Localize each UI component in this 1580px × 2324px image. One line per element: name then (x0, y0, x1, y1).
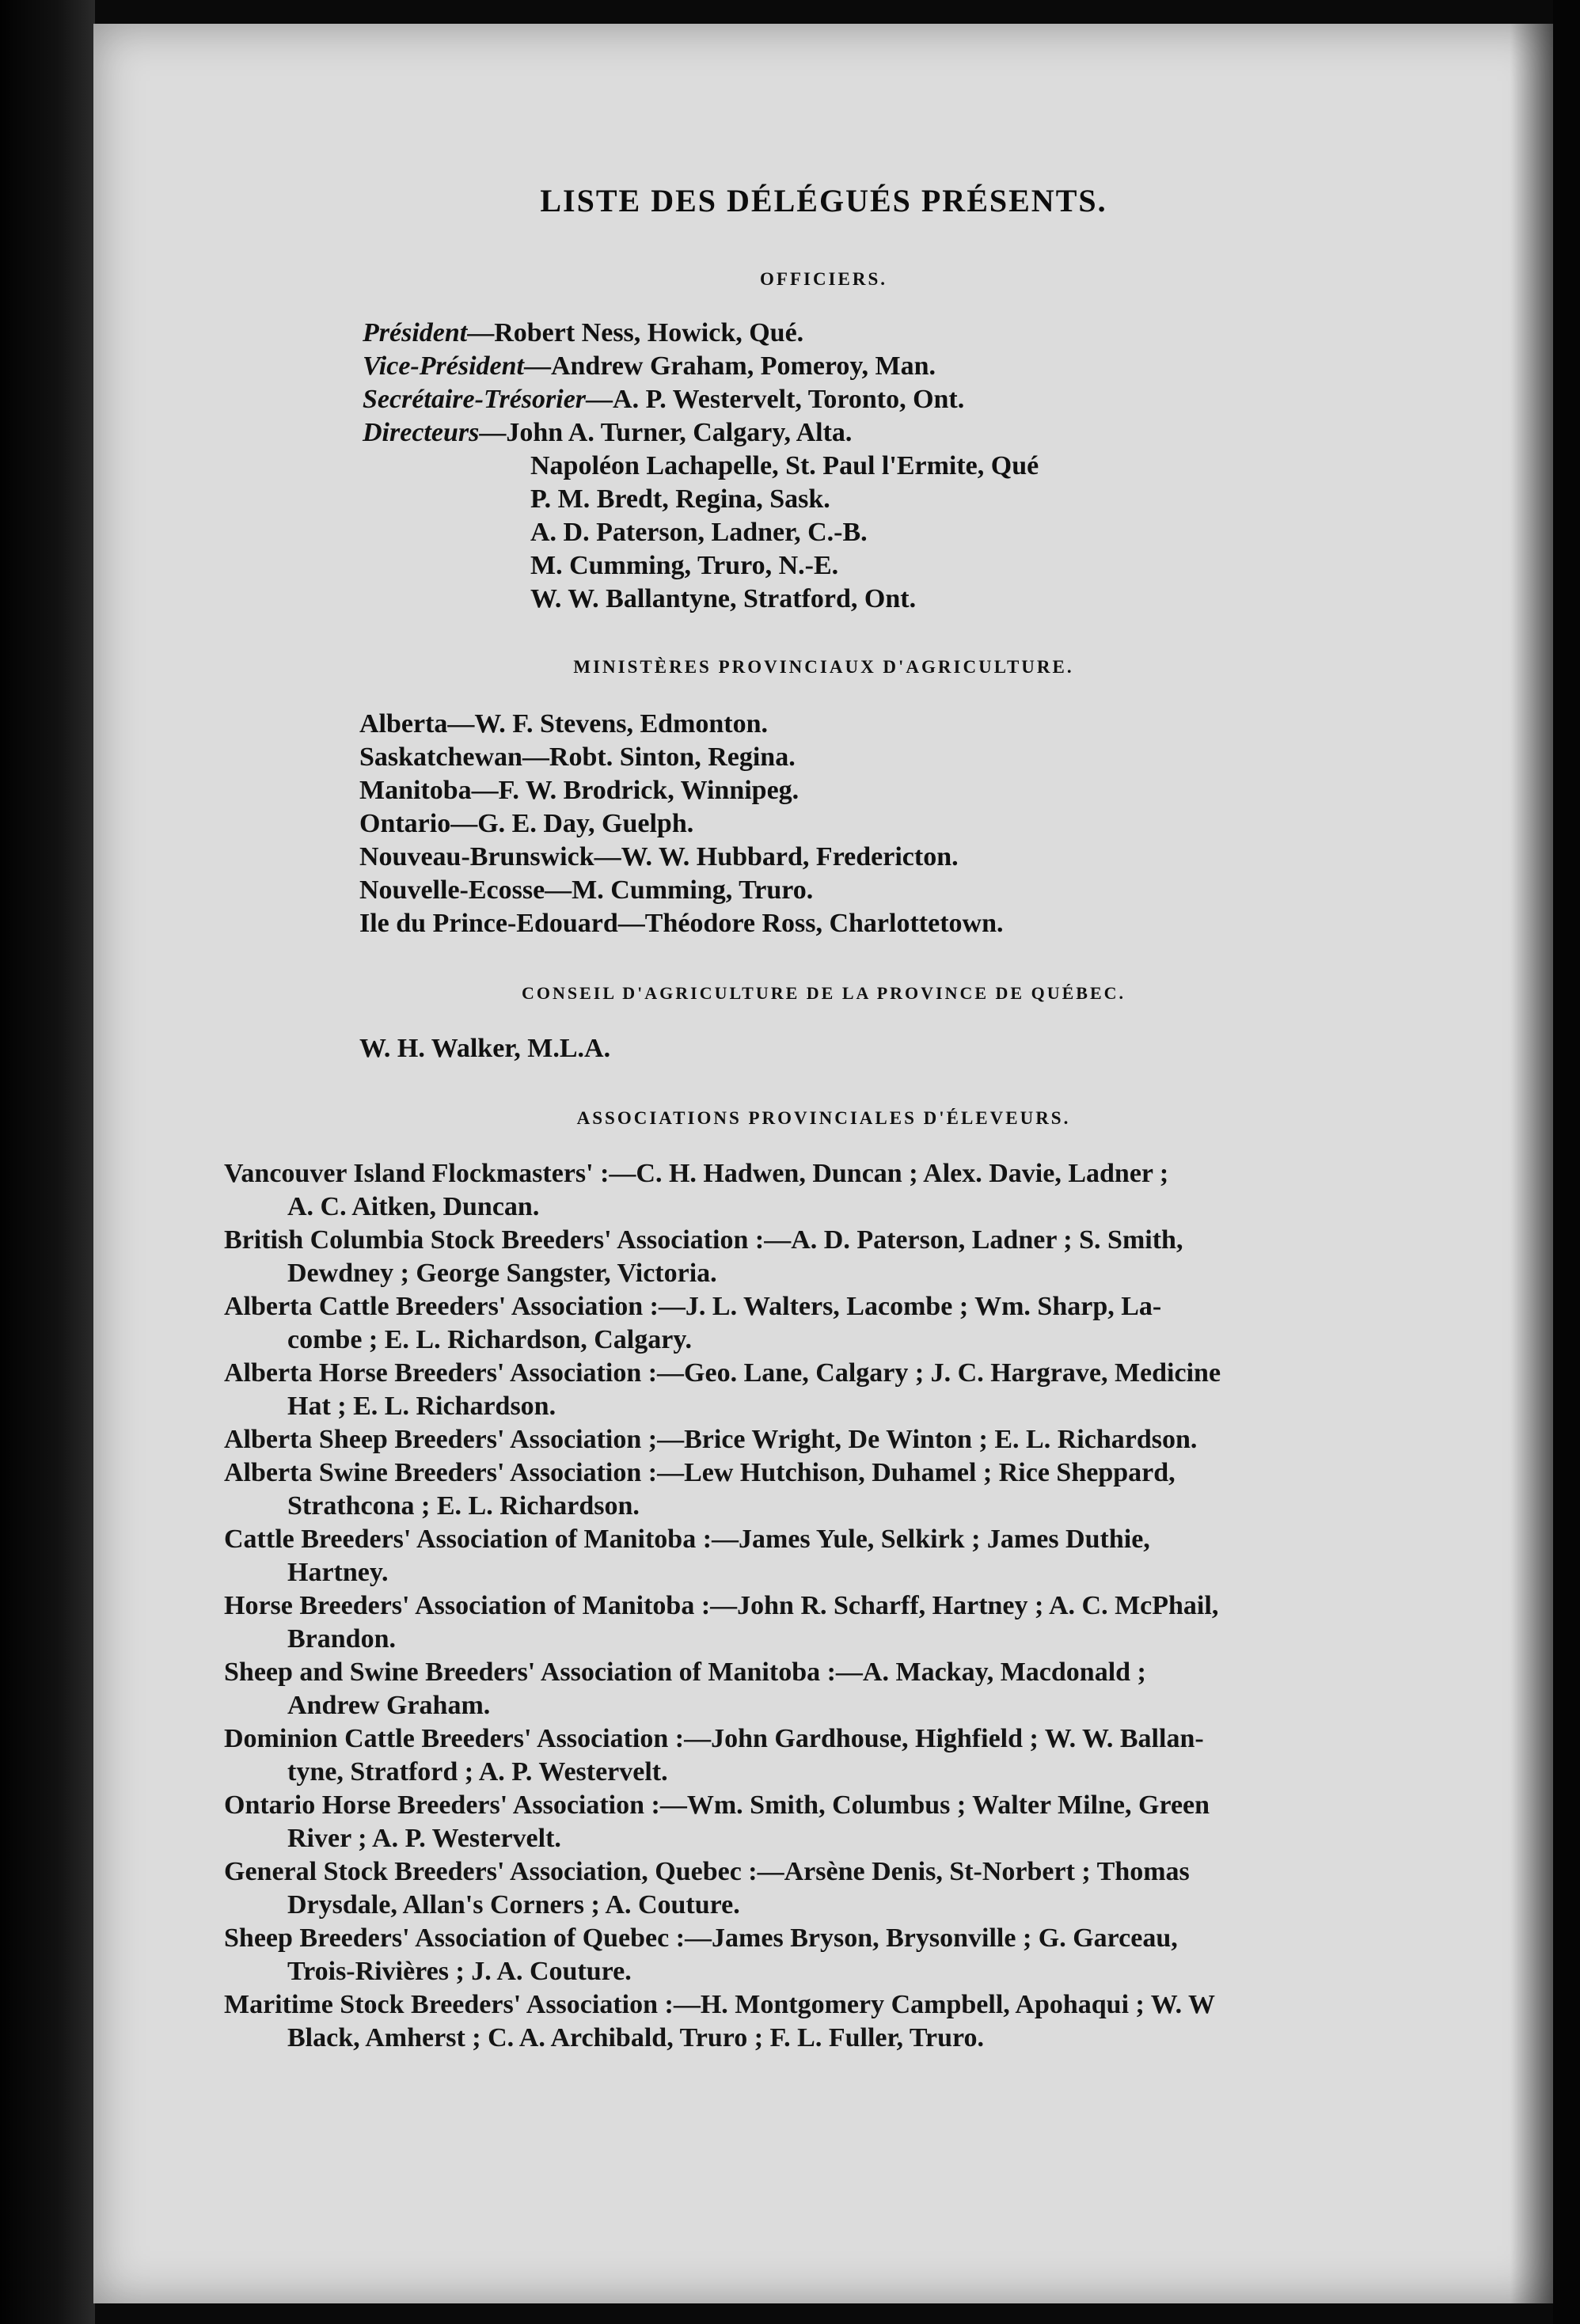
director-entry: P. M. Bredt, Regina, Sask. (530, 484, 830, 514)
officer-role: Directeurs (363, 418, 480, 447)
association-continuation: Dewdney ; George Sangster, Victoria. (287, 1259, 717, 1288)
association-continuation: tyne, Stratford ; A. P. Westervelt. (287, 1757, 668, 1787)
officer-directors (363, 418, 852, 448)
council-heading: CONSEIL D'AGRICULTURE DE LA PROVINCE DE QUÉBEC. (521, 983, 1126, 1003)
officer-vice-president (363, 351, 936, 382)
officer-separator: — (467, 318, 495, 347)
association-continuation: Andrew Graham. (287, 1691, 491, 1720)
minister-entry: Alberta—W. F. Stevens, Edmonton. (359, 709, 769, 739)
director-entry: W. W. Ballantyne, Stratford, Ont. (530, 584, 917, 613)
officers-heading: OFFICIERS. (760, 269, 887, 289)
director-entry: M. Cumming, Truro, N.-E. (530, 551, 839, 580)
association-line: Alberta Swine Breeders' Association :—Lew Hutchison, Duhamel ; Rice Sheppard, (224, 1458, 1176, 1487)
scan-right-border (1553, 0, 1580, 2324)
association-line: Cattle Breeders' Association of Manitoba :—James Yule, Selkirk ; James Duthie, (224, 1525, 1150, 1554)
association-entry (224, 1922, 1407, 1988)
ministers-heading: MINISTÈRES PROVINCIAUX D'AGRICULTURE. (573, 657, 1074, 677)
association-line: Alberta Sheep Breeders' Association ;—Brice Wright, De Winton ; E. L. Richardson. (224, 1425, 1198, 1454)
minister-entry: Ontario—G. E. Day, Guelph. (359, 809, 694, 838)
page-title: LISTE DES DÉLÉGUÉS PRÉSENTS. (540, 183, 1107, 218)
minister-entry: Saskatchewan—Robt. Sinton, Regina. (359, 742, 796, 772)
association-entry (224, 1656, 1407, 1722)
council-member: W. H. Walker, M.L.A. (359, 1034, 611, 1063)
association-continuation: combe ; E. L. Richardson, Calgary. (287, 1325, 692, 1354)
page-content (93, 24, 1554, 2303)
officer-name: Andrew Graham, Pomeroy, Man. (550, 351, 936, 381)
association-line: Alberta Cattle Breeders' Association :—J. L. Walters, Lacombe ; Wm. Sharp, La- (224, 1292, 1162, 1321)
minister-entry: Nouveau-Brunswick—W. W. Hubbard, Fredericton. (359, 842, 959, 872)
association-entry (224, 1224, 1407, 1290)
minister-entry: Nouvelle-Ecosse—M. Cumming, Truro. (359, 875, 814, 905)
officer-separator: — (479, 418, 507, 447)
officer-role: Vice-Président (363, 351, 524, 381)
association-line: Sheep Breeders' Association of Quebec :—James Bryson, Brysonville ; G. Garceau, (224, 1923, 1178, 1953)
association-entry (224, 1589, 1407, 1656)
association-continuation: Hartney. (287, 1558, 389, 1587)
association-continuation: Trois-Rivières ; J. A. Couture. (287, 1957, 632, 1986)
association-entry (224, 1722, 1407, 1789)
association-entry (224, 1789, 1407, 1855)
association-line: Ontario Horse Breeders' Association :—Wm. Smith, Columbus ; Walter Milne, Green (224, 1790, 1210, 1820)
association-line: Horse Breeders' Association of Manitoba :—John R. Scharff, Hartney ; A. C. McPhail, (224, 1591, 1219, 1620)
association-line: Maritime Stock Breeders' Association :—H. Montgomery Campbell, Apohaqui ; W. W (224, 1990, 1216, 2019)
officer-role: Secrétaire-Trésorier (363, 385, 587, 414)
association-continuation: Strathcona ; E. L. Richardson. (287, 1491, 640, 1521)
officer-name: John A. Turner, Calgary, Alta. (506, 418, 853, 447)
association-line: General Stock Breeders' Association, Quebec :—Arsène Denis, St-Norbert ; Thomas (224, 1857, 1190, 1886)
association-entry (224, 1157, 1407, 1224)
association-line: British Columbia Stock Breeders' Association :—A. D. Paterson, Ladner ; S. Smith, (224, 1225, 1183, 1255)
association-entry (224, 1290, 1407, 1357)
association-entry (224, 1988, 1407, 2055)
officer-name: Robert Ness, Howick, Qué. (494, 318, 804, 347)
association-entry (224, 1456, 1407, 1523)
association-line: Sheep and Swine Breeders' Association of Manitoba :—A. Mackay, Macdonald ; (224, 1658, 1146, 1687)
associations-heading: ASSOCIATIONS PROVINCIALES D'ÉLEVEURS. (576, 1108, 1071, 1128)
association-continuation: River ; A. P. Westervelt. (287, 1824, 561, 1853)
minister-entry: Manitoba—F. W. Brodrick, Winnipeg. (359, 776, 799, 805)
officer-separator: — (586, 385, 613, 414)
association-continuation: Black, Amherst ; C. A. Archibald, Truro ; F. L. Fuller, Truro. (287, 2023, 984, 2052)
officer-separator: — (523, 351, 551, 381)
officer-secretary-treasurer (363, 385, 964, 415)
director-entry: A. D. Paterson, Ladner, C.-B. (530, 518, 868, 547)
association-continuation: Hat ; E. L. Richardson. (287, 1392, 556, 1421)
director-entry: Napoléon Lachapelle, St. Paul l'Ermite, Qué (530, 451, 1039, 480)
association-entry (224, 1855, 1407, 1922)
scan-left-border (0, 0, 95, 2324)
association-entry (224, 1523, 1407, 1589)
association-continuation: Brandon. (287, 1624, 396, 1654)
association-continuation: Drysdale, Allan's Corners ; A. Couture. (287, 1890, 740, 1920)
document-page (93, 24, 1554, 2303)
officer-president (363, 318, 803, 348)
association-line: Dominion Cattle Breeders' Association :—John Gardhouse, Highfield ; W. W. Ballan- (224, 1724, 1204, 1753)
association-continuation: A. C. Aitken, Duncan. (287, 1192, 540, 1221)
association-entry (224, 1423, 1407, 1456)
association-line: Alberta Horse Breeders' Association :—Geo. Lane, Calgary ; J. C. Hargrave, Medicine (224, 1358, 1221, 1388)
association-line: Vancouver Island Flockmasters' :—C. H. Hadwen, Duncan ; Alex. Davie, Ladner ; (224, 1159, 1169, 1188)
minister-entry: Ile du Prince-Edouard—Théodore Ross, Charlottetown. (359, 909, 1004, 938)
officer-name: A. P. Westervelt, Toronto, Ont. (613, 385, 965, 414)
officer-role: Président (363, 318, 468, 347)
association-entry (224, 1357, 1407, 1423)
